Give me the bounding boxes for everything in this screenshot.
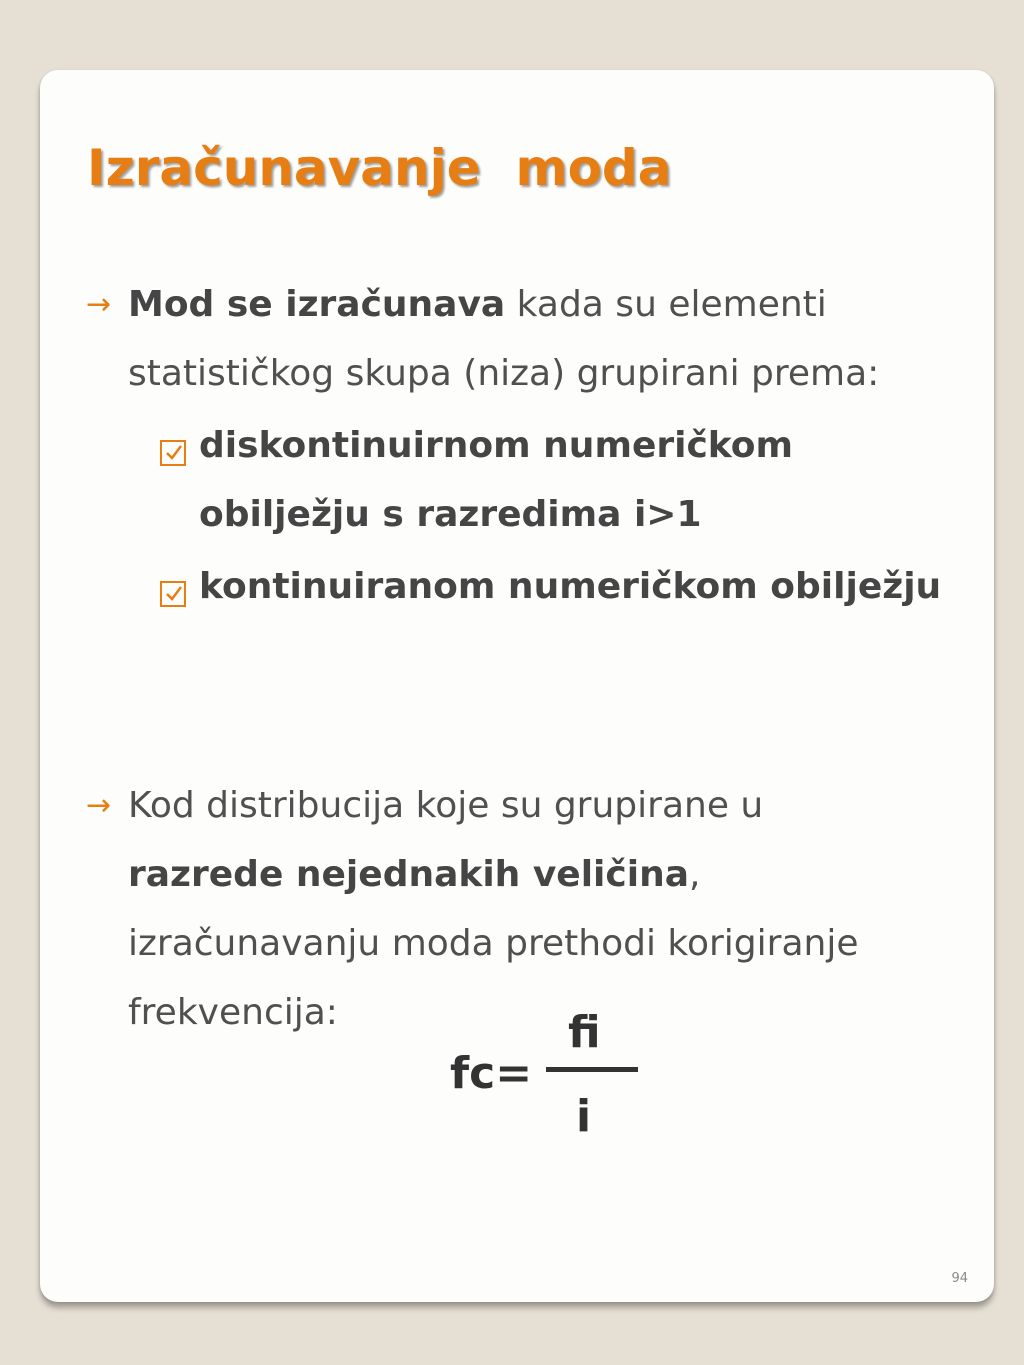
arrow-right-icon: → — [86, 287, 112, 322]
page-title: Izračunavanje moda — [87, 139, 672, 197]
bullet-2-bold: razrede nejednakih veličina — [128, 854, 689, 895]
formula-lhs: fc= — [450, 1048, 533, 1099]
bullet-2-text-post: , izračunavanju moda prethodi korigiranje frekvencija: — [128, 854, 859, 1033]
formula-denominator: i — [576, 1091, 592, 1142]
formula-numerator: fi — [568, 1007, 601, 1058]
sub-item-1: diskontinuirnom numeričkom obilježju s razredima i>1 — [199, 425, 794, 535]
formula — [450, 1008, 650, 1148]
bullet-2-text-pre: Kod distribucija koje su grupirane u — [128, 785, 764, 826]
bullet-1-bold: Mod se izračunava — [128, 284, 506, 325]
checkbox-icon — [160, 581, 186, 607]
fraction-bar — [546, 1067, 638, 1072]
checkbox-icon — [160, 440, 186, 466]
sub-item-2: kontinuiranom numeričkom obilježju — [199, 566, 942, 607]
bullet-2 — [128, 771, 928, 1047]
slide — [40, 70, 994, 1302]
page-number: 94 — [951, 1271, 968, 1286]
arrow-right-icon: → — [86, 788, 112, 823]
bullet-1 — [128, 270, 948, 408]
bullet-1-text: kada su elementi statističkog skupa (niza) grupirani prema: — [128, 284, 880, 394]
